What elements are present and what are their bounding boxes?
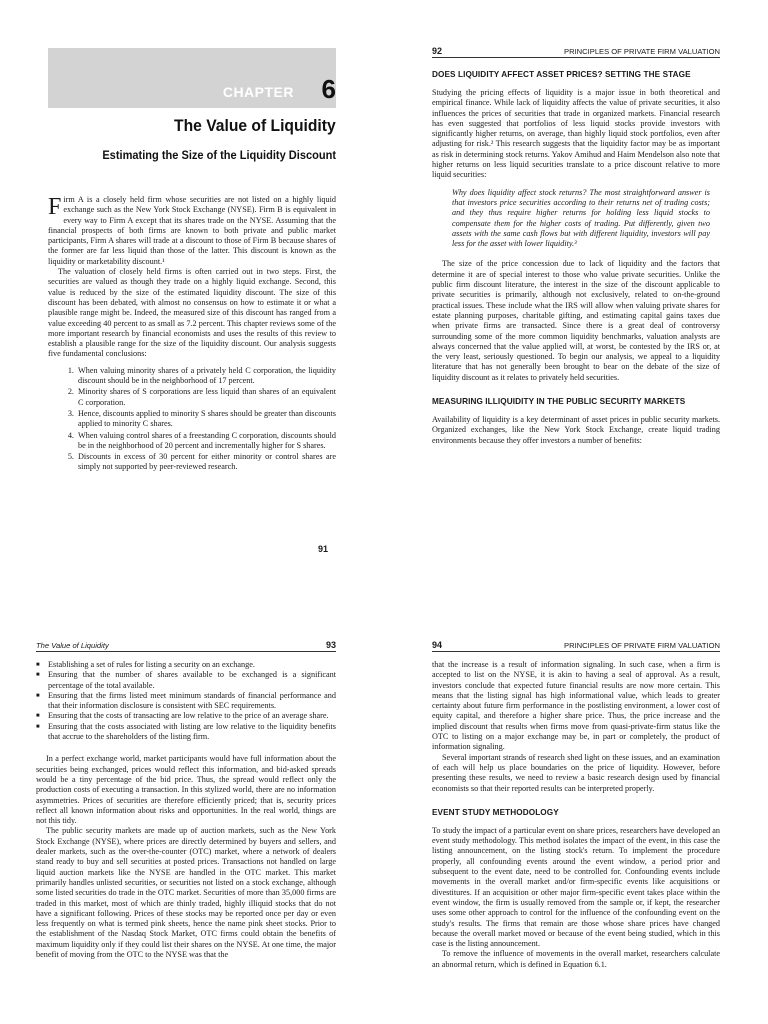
chapter-label: CHAPTER	[222, 84, 294, 100]
paragraph: Studying the pricing effects of liquidity is a major issue in both theoretical and empirical finance. While lack of liquidity affects the value of private securities, it also influences the prices of securities that trade in organized markets. Financial research has even suggested that portfolios of less liquid stocks provide investors with significantly higher returns, on average, than highly liquid stock portfolios, even after adjusting for risk.² This research suggests that the liquidity factor may be as important as risk in determining stock returns. Yakov Amihud and Haim Mendelson also note that higher returns on less liquid securities translate to a price discount relative to more liquid securities:	[432, 88, 720, 180]
page-94-body	[432, 660, 720, 970]
chapter-title: The Value of Liquidity	[174, 116, 336, 135]
quote-text: Why does liquidity affect stock returns? The most straightforward answer is that investors price securities according to their returns net of trading costs; and they thus require higher returns for holding less liquid stocks to compensate them for the higher costs of trading. Put differently, given two assets with the same cash flows but with different liquidity, investors will pay less for the asset with lower liquidity.³	[452, 187, 710, 249]
opening-paragraph-text: irm A is a closely held firm whose securities are not listed on a highly liquid exchange such as the New York Stock Exchange (NYSE). Firm B is equivalent in every way to Firm A except that its shares trade on the NYSE. Assuming that the financial prospects of both firms are known to both private and public market participants, Firm A shares will trade at a discount to those of Firm B because shares of the former are far less liquid than those of the latter. This discount is known as the liquidity or marketability discount.¹	[48, 195, 336, 266]
page-number: 94	[432, 640, 443, 650]
list-item: 1. When valuing minority shares of a privately held C corporation, the liquidity discount should be in the neighborhood of 17 percent.	[76, 366, 336, 387]
list-item: ■ Ensuring that the number of shares available to be exchanged is a significant percentage of the total available.	[36, 670, 336, 691]
list-item: ■ Ensuring that the firms listed meet minimum standards of financial performance and that their information disclosure is consistent with SEC requirements.	[36, 691, 336, 712]
running-title: PRINCIPLES OF PRIVATE FIRM VALUATION	[564, 641, 720, 650]
paragraph: The valuation of closely held firms is often carried out in two steps. First, the securities are valued as though they trade on a highly liquid exchange. Second, this value is reduced by the size of the estimated liquidity discount. The size of this discount has been debated, with almost no consensus on how to estimate it or what a plausible range might be. Indeed, the measured size of this discount has ranged from a value exceeding 40 percent to as small as 7.2 percent. This chapter reviews some of the more important research by financial economists and uses the results of this review to establish a plausible range for the size of the liquidity discount. Our analysis suggests five fundamental conclusions:	[48, 267, 336, 359]
list-item: ■ Ensuring that the costs of transacting are low relative to the price of an average share.	[36, 711, 336, 721]
list-item: ■ Ensuring that the costs associated with listing are low relative to the liquidity benefits that accrue to the shareholders of the listing firm.	[36, 722, 336, 743]
list-item: ■ Establishing a set of rules for listing a security on an exchange.	[36, 660, 336, 670]
list-item: 2. Minority shares of S corporations are less liquid than shares of an equivalent C corporation.	[76, 387, 336, 408]
page-93-body	[36, 660, 336, 960]
list-item: 5. Discounts in excess of 30 percent for either minority or control shares are simply not supported by peer-reviewed research.	[76, 452, 336, 473]
paragraph: The public security markets are made up of auction markets, such as the New York Stock Exchange (NYSE), where prices are directly determined by buyers and sellers, and dealer markets, such as the over-the-counter (OTC) market, where a network of dealers stand ready to buy and sell securities at posted prices. Transactions not handled on large liquid auction markets like the NYSE are handled in the OTC market. This market primarily handles unlisted securities, or securities not listed on a stock exchange, although some listed securities do trade in the OTC market. Securities of more than 35,000 firms are traded in this market, most of which are thinly traded, highly illiquid stocks that do not have a significant following. Prices of these stocks may be reported once per day or even less frequently on what is termed pink sheets, hence the name pink sheet stocks. Prior to the establishment of the Nasdaq Stock Market, OTC firms could obtain the benefits of maximum liquidity only if they could list their shares on the NYSE. At one time, the major benefit of moving from the OTC to the NYSE was that the	[36, 826, 336, 960]
page-94	[384, 512, 768, 1024]
paragraph: To remove the influence of movements in the overall market, researchers calculate an abnormal return, which is defined in Equation 6.1.	[432, 949, 720, 969]
running-title: PRINCIPLES OF PRIVATE FIRM VALUATION	[564, 47, 720, 56]
page-91	[0, 0, 384, 512]
opening-paragraph	[48, 195, 336, 267]
page-number: 91	[318, 544, 329, 554]
block-quote	[452, 188, 710, 250]
page-91-body	[48, 195, 336, 474]
running-head	[432, 46, 720, 58]
page-92	[384, 0, 768, 512]
paragraph: The size of the price concession due to lack of liquidity and the factors that determine it are of special interest to those who value private securities. Unlike the public firm discount literature, the interest in the size of the discount applicable to private securities is primarily, although not exclusively, related to on-the-ground practical issues. These include what the IRS will allow when valuing private shares for estate planning purposes, charitable gifting, and estimating capital gains taxes due when private firms are transacted. Since there is a great deal of controversy surrounding some of the more common liquidity benchmarks, valuation analysts are always concerned that the value applied will, at worst, be contested by the IRS or, at the very least, seriously questioned. To begin our analysis, we appeal to a liquidity literature that has not generally been brought to bear on the debate of the size of liquidity discount as it relates to privately held securities.	[432, 259, 720, 382]
running-head	[36, 640, 336, 652]
section-heading: MEASURING ILLIQUIDITY IN THE PUBLIC SECURITY MARKETS	[432, 397, 686, 407]
paragraph: In a perfect exchange world, market participants would have full information about the securities being exchanged, prices would reflect this information, and bid-asked spreads would be a tiny percentage of the bid price. Thus, the spread would reflect only the production costs of executing a transaction. In this stylized world, there are no information asymmetries. Prices of securities are therefore efficiently priced; that is, security prices reflect all known information about risks and opportunities. In the real world, things are not this tidy.	[36, 754, 336, 826]
benefits-list	[36, 660, 336, 742]
drop-cap: F	[48, 194, 62, 220]
page-number: 92	[432, 46, 443, 56]
paragraph: Availability of liquidity is a key determinant of asset prices in public security markets. Organized exchanges, like the New York Stock Exchange, create liquid trading environments because they offer investors a number of benefits:	[432, 415, 720, 445]
page-92-body	[432, 66, 720, 446]
list-item: 4. When valuing control shares of a freestanding C corporation, discounts should be in the neighborhood of 20 percent and incrementally higher for S shares.	[76, 431, 336, 452]
running-head	[432, 640, 720, 652]
list-item: 3. Hence, discounts applied to minority S shares should be greater than discounts applied to minority C shares.	[76, 409, 336, 430]
chapter-banner	[48, 48, 336, 108]
page-93	[0, 512, 384, 1024]
conclusions-list	[62, 366, 336, 473]
running-title: The Value of Liquidity	[36, 641, 109, 650]
paragraph: Several important strands of research shed light on these issues, and an examination of each will help us place boundaries on the price of liquidity. However, before presenting these results, we need to review a basic research design used by financial economists so that their reported results can be interpreted properly.	[432, 752, 720, 793]
page-number: 93	[325, 640, 336, 650]
chapter-subtitle: Estimating the Size of the Liquidity Discount	[102, 148, 336, 162]
section-heading: EVENT STUDY METHODOLOGY	[432, 807, 559, 817]
chapter-number: 6	[321, 74, 336, 104]
paragraph: To study the impact of a particular event on share prices, researchers have developed an event study methodology. This method isolates the impact of the event, in this case the listing announcement, on the listing stock's return. To implement the procedure properly, all confounding events around the event window, a period prior and subsequent to the event date, need to be controlled for. Confounding events include movements in the overall market and/or firm-specific events like acquisitions or divestitures. If an acquisition or other major firm-specific event takes place within the event window, the firm is usually removed from the sample or, if kept, the researcher uses some other approach to control for the influence of the confounding event on the study's results. The firms that remain are those whose share prices have changed because the overall market moved or because of the event being studied, which in this case is the listing announcement.	[432, 825, 720, 949]
paragraph: that the increase is a result of information signaling. In such case, when a firm is accepted to list on the NYSE, it is akin to having a seal of approval. As a result, investors conclude that expected future financial results are now more certain. This means that the listing signal has high informational value, which leads to greater certainty about future firm performance in the postlisting environment, a lower cost of equity capital, and therefore a higher share price. Thus, the price increase and the implied discount that results when firms move from quasi-private-firm status like the OTC to listing on a major exchange may be, in part or completely, the product of information signaling.	[432, 660, 720, 752]
section-heading: DOES LIQUIDITY AFFECT ASSET PRICES? SETTING THE STAGE	[432, 70, 691, 79]
